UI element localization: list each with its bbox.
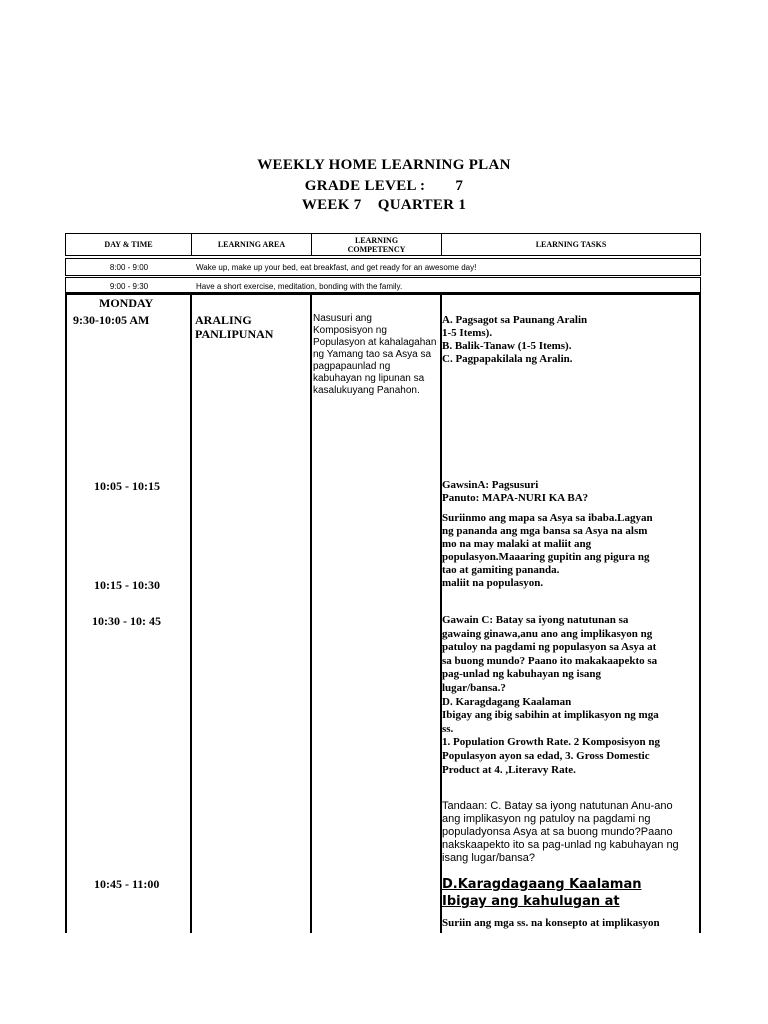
grid-top-border: [65, 292, 701, 294]
time-slot: 10:30 - 10: 45: [92, 614, 161, 628]
day-label: MONDAY: [99, 296, 154, 310]
header-learning-area: LEARNING AREA: [191, 233, 312, 256]
header-day-time: DAY & TIME: [65, 233, 192, 256]
task-tandaan: Tandaan: C. Batay sa iyong natutunan Anu-ano ang implikasyon ng patuloy na pagdami ng populadyonsa Asya at sa buong mundo?Paano nakskaapekto ito sa pag-unlad ng kabuhayan ng isang lugar/bansa?: [442, 800, 679, 864]
header-learning-tasks: LEARNING TASKS: [441, 233, 701, 256]
grid-border-left: [65, 292, 67, 933]
task-suriin-konsepto: Suriin ang mga ss. na konsepto at implikasyon: [442, 917, 660, 929]
routine-time: 9:00 - 9:30: [109, 282, 149, 291]
time-slot: 9:30-10:05 AM: [73, 313, 150, 327]
plan-title: WEEKLY HOME LEARNING PLAN: [257, 157, 511, 173]
grid-divider-competency: [310, 292, 312, 933]
routine-time: 8:00 - 9:00: [109, 263, 149, 272]
grid-divider-area: [190, 292, 192, 933]
time-slot: 10:05 - 10:15: [94, 479, 160, 493]
grade-level: [0, 178, 768, 195]
task-gawain-a: GawsinA: Pagsusuri Panuto: MAPA-NURI KA BA?: [442, 479, 589, 504]
task-suriin: Suriinmo ang mapa sa Asya sa ibaba.Lagyan ng pananda ang mga bansa sa Asya na alsm mo na may malaki at maliit ang populasyon.Maaaring gupitin ang pigura ng tao at gamiting pananda. maliit na populasyon.: [442, 512, 653, 589]
grade-level-label: GRADE LEVEL :: [304, 178, 426, 194]
header-learning-competency: LEARNING COMPETENCY: [311, 233, 442, 256]
routine-desc: Have a short exercise, meditation, bonding with the family.: [196, 282, 403, 291]
routine-desc: Wake up, make up your bed, eat breakfast, and get ready for an awesome day!: [196, 263, 477, 272]
week-quarter: WEEK 7 QUARTER 1: [301, 197, 467, 213]
routine-row: [65, 258, 701, 276]
learning-competency: Nasusuri ang Komposisyon ng Populasyon at kahalagahan ng Yamang tao sa Asya sa pagpapaunlad ng kabuhayan ng lipunan sa kasalukuyang Panahon.: [313, 313, 437, 396]
grade-level-value: 7: [455, 178, 464, 194]
time-slot: 10:45 - 11:00: [94, 877, 160, 891]
task-gawain-c: Gawain C: Batay sa iyong natutunan sa gawaing ginawa,anu ano ang implikasyon ng patuloy na pagdami ng populasyon sa Asya at sa buong mundo? Paano ito makakaapekto sa pag-unlad ng kabuhayan ng isang lugar/bansa.? D. Karagdagang Kaalaman Ibigay ang ibig sabihin at implikasyon ng mga ss. 1. Population Growth Rate. 2 Komposisyon ng Populasyon ayon sa edad, 3. Gross Domestic Product at 4. ,Literavy Rate.: [442, 614, 660, 776]
task-karagdagan: D.Karagdagaang Kaalaman Ibigay ang kahulugan at: [442, 877, 642, 909]
grid-border-right: [699, 292, 701, 933]
time-slot: 10:15 - 10:30: [94, 578, 160, 592]
task-intro: A. Pagsagot sa Paunang Aralin 1-5 Items). B. Balik-Tanaw (1-5 Items). C. Pagpapakilala ng Aralin.: [442, 314, 588, 365]
learning-area: ARALING PANLIPUNAN: [195, 313, 274, 341]
